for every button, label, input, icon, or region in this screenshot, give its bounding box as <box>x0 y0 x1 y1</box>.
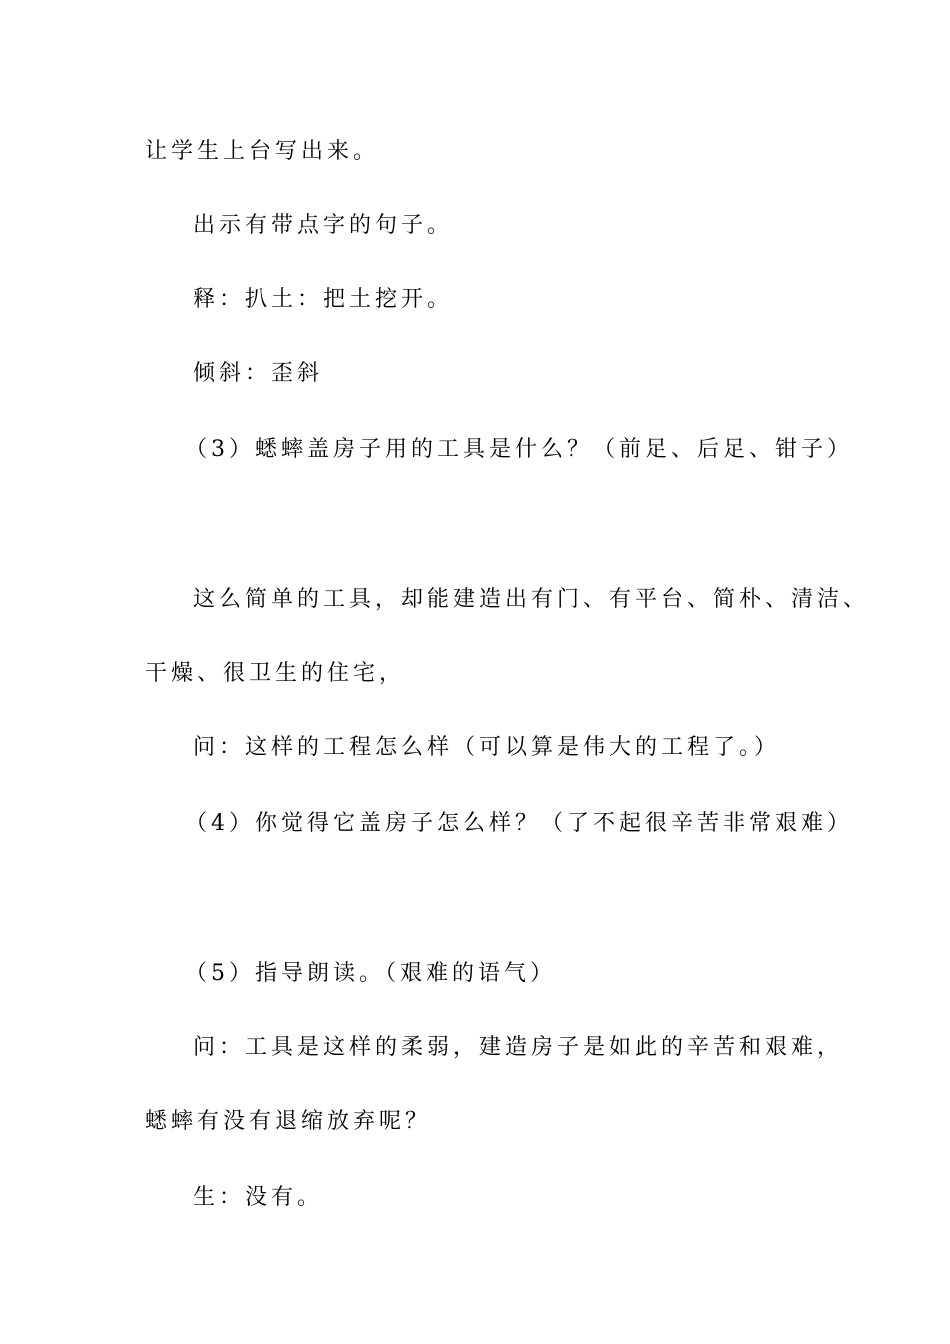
numbered-question: （5）指导朗读。（艰难的语气） <box>185 961 556 986</box>
paragraph-line: 倾斜：歪斜 <box>193 361 324 386</box>
paragraph-line: 问：工具是这样的柔弱，建造房子是如此的辛苦和艰难， <box>193 1035 844 1060</box>
paragraph-line: 出示有带点字的句子。 <box>193 213 454 238</box>
paragraph-line: 问：这样的工程怎么样（可以算是伟大的工程了。） <box>193 735 781 760</box>
numbered-question: （4）你觉得它盖房子怎么样？（了不起很辛苦非常艰难） <box>185 811 853 836</box>
paragraph-line: 蟋蟀有没有退缩放弃呢？ <box>145 1109 432 1134</box>
paragraph-line: 生：没有。 <box>193 1185 324 1210</box>
paragraph-line: 这么简单的工具，却能建造出有门、有平台、简朴、清洁、 <box>193 587 870 612</box>
paragraph-line: 释：扒土：把土挖开。 <box>193 287 454 312</box>
paragraph-line: 干燥、很卫生的住宅， <box>145 661 406 686</box>
numbered-question: （3）蟋蟀盖房子用的工具是什么？（前足、后足、钳子） <box>185 437 853 462</box>
paragraph-line: 让学生上台写出来。 <box>145 139 380 164</box>
